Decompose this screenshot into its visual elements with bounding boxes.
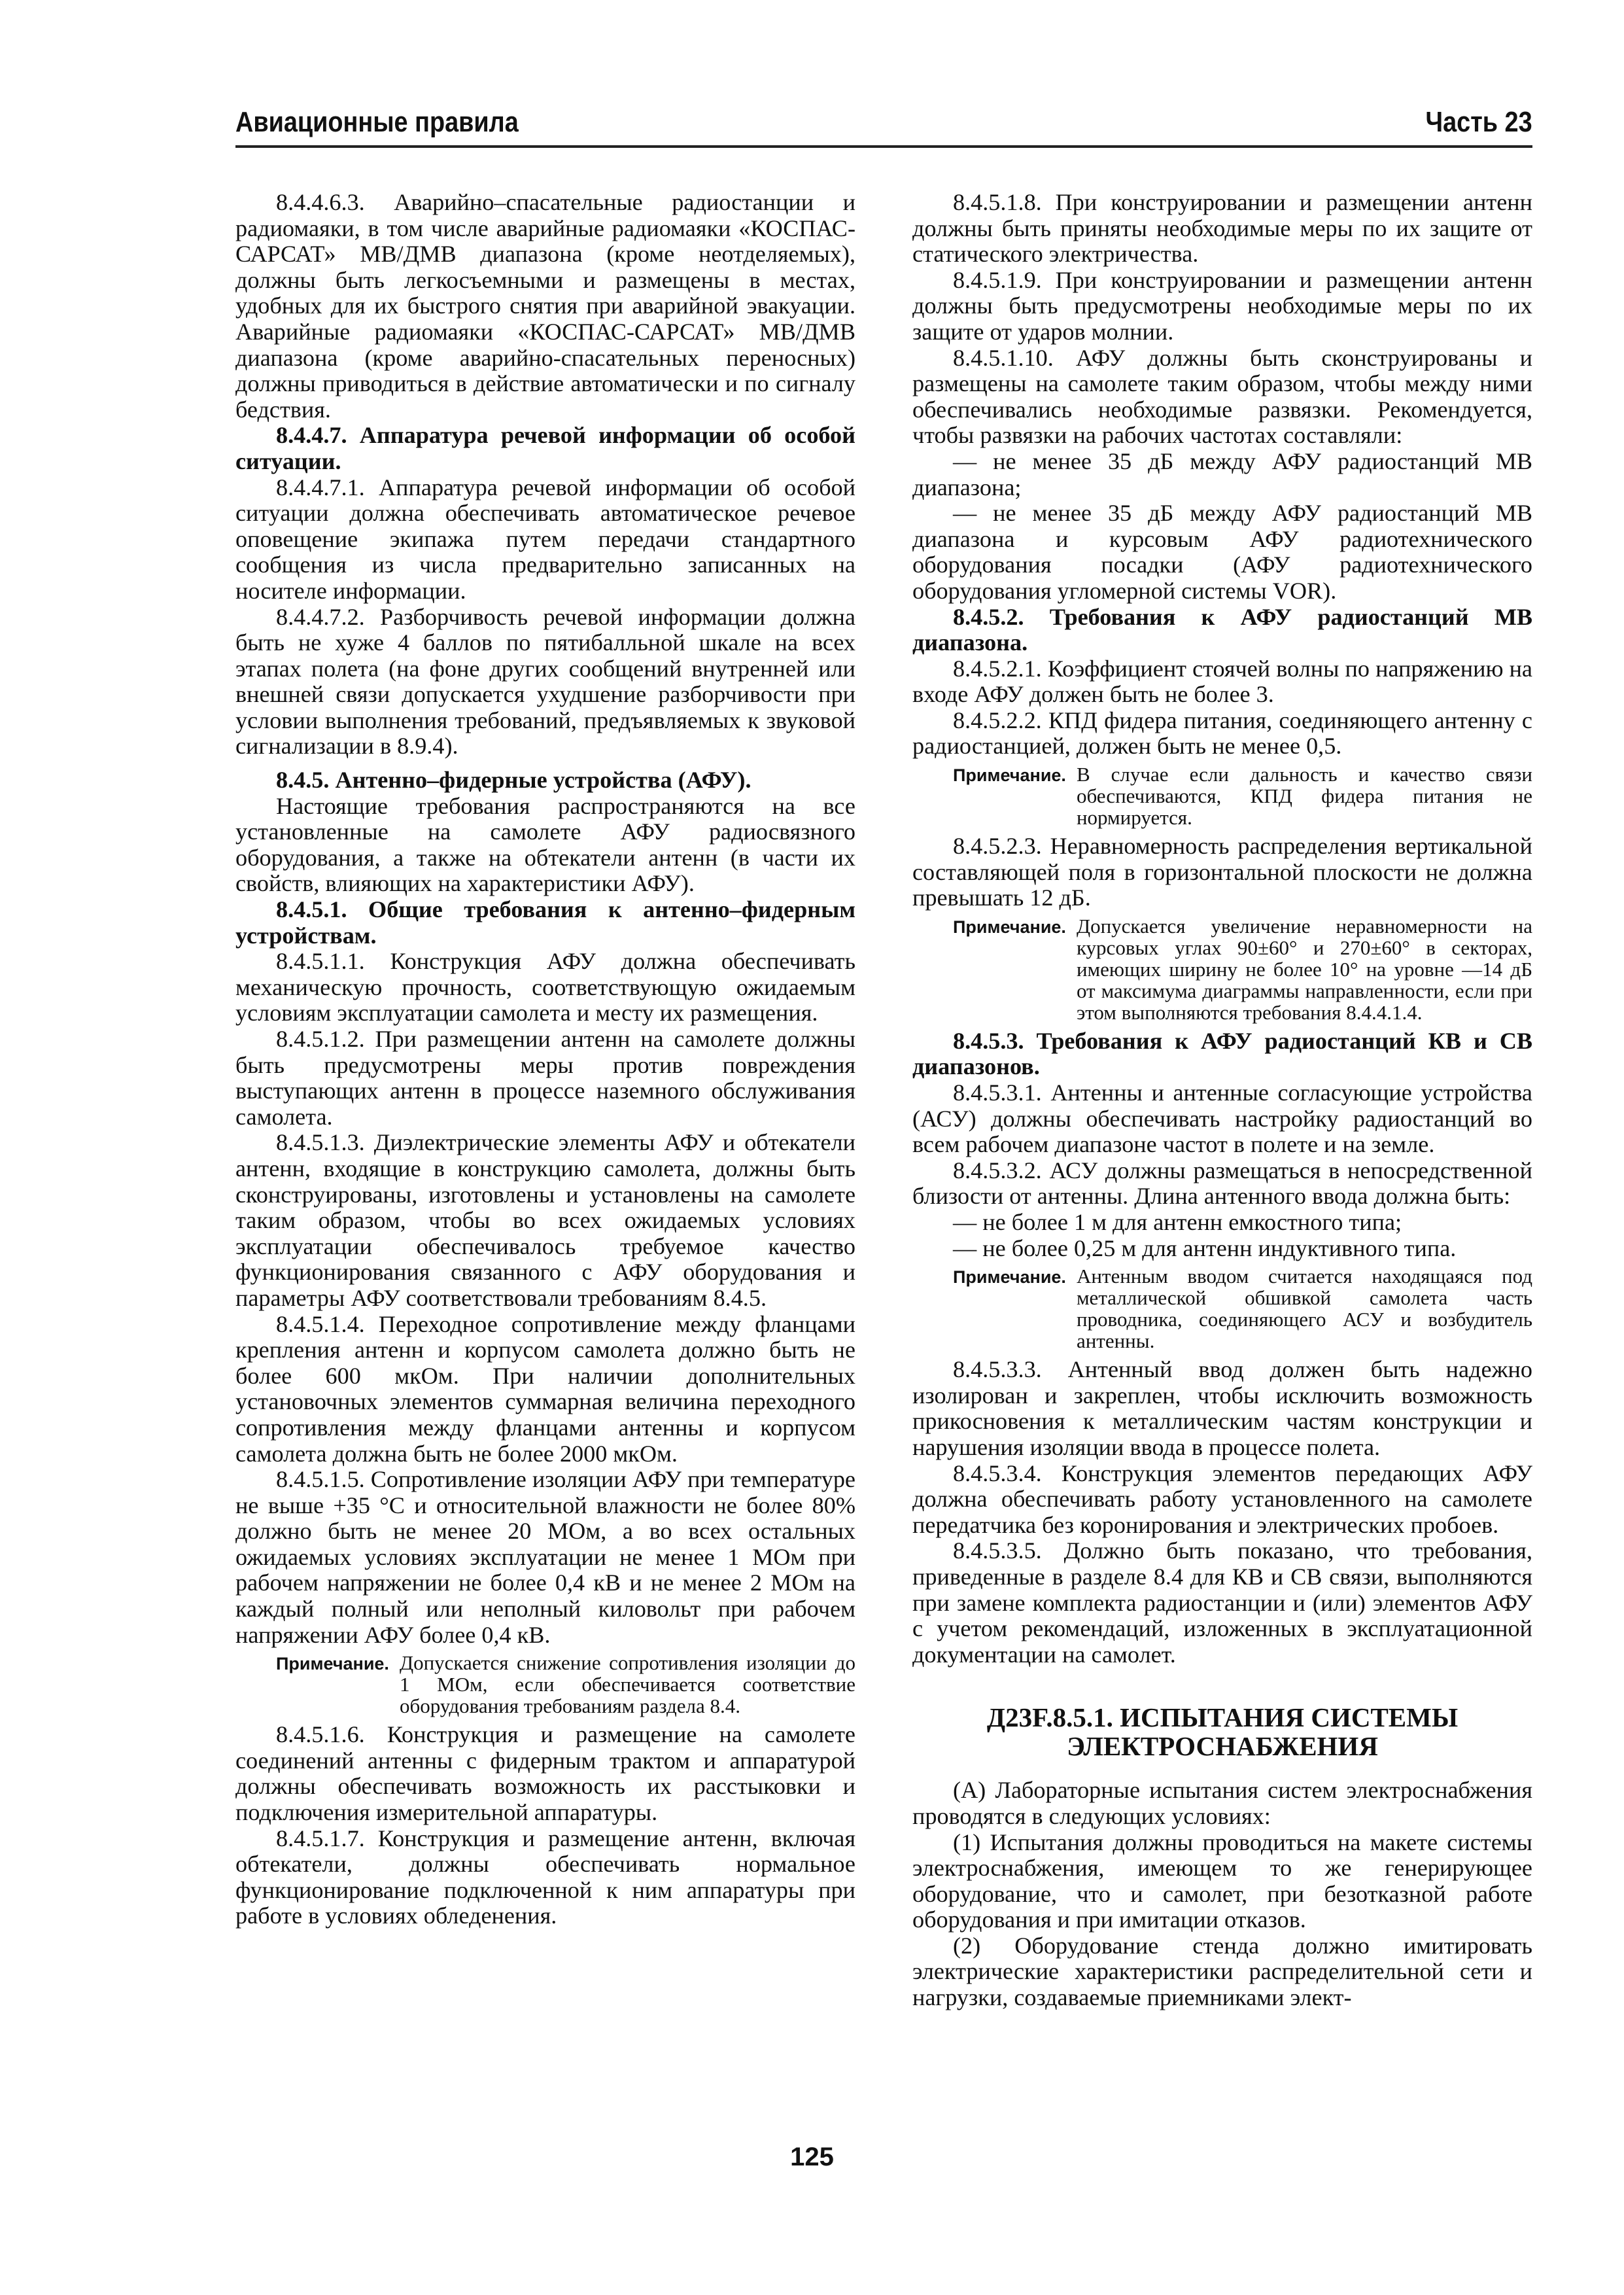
section-heading: 8.4.5.1. Общие требования к антенно–фидерным устройствам.	[235, 896, 855, 949]
paragraph: (1) Испытания должны проводиться на макете системы электроснабжения, имеющем то же генерирующее оборудование, что и самолет, при безотказной работе оборудования и при имитации отказов.	[912, 1829, 1532, 1933]
note	[953, 915, 1532, 1023]
note-text: Антенным вводом считается находящаяся под металлической обшивкой самолета часть проводника, соединяющего АСУ и возбудитель антенны.	[1076, 1265, 1532, 1353]
paragraph: 8.4.5.3.5. Должно быть показано, что требования, приведенные в разделе 8.4 для КВ и СВ связи, выполняются при замене комплекта радиостанции и (или) элементов АФУ с учетом рекомендаций, изложенных в эксплуатационной документации на самолет.	[912, 1537, 1532, 1668]
left-column	[235, 190, 855, 1929]
paragraph: 8.4.4.7.2. Разборчивость речевой информации должна быть не хуже 4 баллов по пятибалльной шкале на всех этапах полета (на фоне других сообщений внутренней или внешней связи допускается ухудшение разборчивости при условии выполнения требований, предъявляемых к звуковой сигнализации в 8.9.4).	[235, 603, 855, 760]
paragraph: 8.4.5.2.2. КПД фидера питания, соединяющего антенну с радиостанцией, должен быть не менее 0,5.	[912, 707, 1532, 760]
note-text: Допускается снижение сопротивления изоляции до 1 МОм, если обеспечивается соответствие оборудования требованиям раздела 8.4.	[399, 1651, 855, 1718]
note-text: В случае если дальность и качество связи обеспечиваются, КПД фидера питания не нормируется.	[1076, 763, 1532, 830]
paragraph: (А) Лабораторные испытания систем электроснабжения проводятся в следующих условиях:	[912, 1777, 1532, 1829]
paragraph: 8.4.5.1.3. Диэлектрические элементы АФУ и обтекатели антенн, входящие в конструкцию самолета, должны быть сконструированы, изготовлены и установлены на самолете таким образом, чтобы во всех ожидаемых условиях эксплуатации обеспечивалось требуемое качество функционирования связанного с АФУ оборудования и параметры АФУ соответствовали требованиям 8.4.5.	[235, 1129, 855, 1311]
paragraph: — не менее 35 дБ между АФУ радиостанций МВ диапазона и курсовым АФУ радиотехнического оборудования посадки (АФУ радиотехнического оборудования угломерной системы VOR).	[912, 500, 1532, 604]
note	[276, 1652, 855, 1717]
paragraph: 8.4.5.3.4. Конструкция элементов передающих АФУ должна обеспечивать работу установленного на самолете передатчика без коронирования и электрических пробоев.	[912, 1460, 1532, 1538]
paragraph: 8.4.5.1.5. Сопротивление изоляции АФУ при температуре не выше +35 °С и относительной влажности не более 80% должно быть не менее 20 МОм, а во всех остальных ожидаемых условиях эксплуатации не менее 1 МОм при рабочем напряжении не более 0,4 кВ и не менее 2 МОм на каждый полный или неполный киловольт при рабочем напряжении АФУ более 0,4 кВ.	[235, 1466, 855, 1648]
paragraph: Настоящие требования распространяются на все установленные на самолете АФУ радиосвязного оборудования, а также на обтекатели антенн (в части их свойств, влияющих на характеристики АФУ).	[235, 792, 855, 897]
paragraph: 8.4.5.1.10. АФУ должны быть сконструированы и размещены на самолете таким образом, чтобы между ними обеспечивались необходимые развязки. Рекомендуется, чтобы развязки на рабочих частотах составляли:	[912, 344, 1532, 449]
chapter-heading: Д23F.8.5.1. ИСПЫТАНИЯ СИСТЕМЫ ЭЛЕКТРОСНАБЖЕНИЯ	[986, 1702, 1459, 1762]
paragraph: — не более 0,25 м для антенн индуктивного типа.	[953, 1235, 1457, 1261]
section-heading: 8.4.5.3. Требования к АФУ радиостанций КВ и СВ диапазонов.	[912, 1027, 1532, 1080]
paragraph: — не более 1 м для антенн емкостного типа;	[953, 1209, 1402, 1235]
header-rule	[235, 145, 1532, 148]
paragraph: 8.4.4.6.3. Аварийно–спасательные радиостанции и радиомаяки, в том числе аварийные радиомаяки «КОСПАС-САРСАТ» МВ/ДМВ диапазона (кроме неотделяемых), должны быть легкосъемными и размещены в местах, удобных для их быстрого снятия при аварийной эвакуации. Аварийные радиомаяки «КОСПАС-САРСАТ» МВ/ДМВ диапазона (кроме аварийно-спасательных переносных) должны приводиться в действие автоматически и по сигналу бедствия.	[235, 189, 855, 423]
running-header-right: Часть 23	[1425, 106, 1532, 138]
paragraph: 8.4.5.2.3. Неравномерность распределения вертикальной составляющей поля в горизонтальной плоскости не должна превышать 12 дБ.	[912, 833, 1532, 911]
paragraph: 8.4.5.1.1. Конструкция АФУ должна обеспечивать механическую прочность, соответствующую ожидаемым условиям эксплуатации самолета и месту их размещения.	[235, 948, 855, 1026]
paragraph: 8.4.5.1.6. Конструкция и размещение на самолете соединений антенны с фидерным трактом и аппаратурой должны обеспечивать возможность их расстыковки и подключения измерительной аппаратуры.	[235, 1721, 855, 1826]
section-heading: 8.4.5.2. Требования к АФУ радиостанций МВ диапазона.	[912, 603, 1532, 656]
note	[953, 763, 1532, 828]
running-header-left: Авиационные правила	[235, 106, 519, 138]
paragraph: 8.4.5.1.8. При конструировании и размещении антенн должны быть приняты необходимые меры по их защите от статического электричества.	[912, 189, 1532, 268]
paragraph: 8.4.5.1.9. При конструировании и размещении антенн должны быть предусмотрены необходимые меры по их защите от ударов молнии.	[912, 266, 1532, 345]
note	[953, 1265, 1532, 1352]
note-label: Примечание.	[276, 1654, 389, 1674]
note-label: Примечание.	[953, 765, 1066, 786]
paragraph: 8.4.5.1.7. Конструкция и размещение антенн, включая обтекатели, должны обеспечивать нормальное функционирование подключенной к ним аппаратуры при работе в условиях обледенения.	[235, 1825, 855, 1929]
section-heading: 8.4.4.7. Аппаратура речевой информации об особой ситуации.	[235, 422, 855, 474]
note-text: Допускается увеличение неравномерности на курсовых углах 90±60° и 270±60° в секторах, имеющих ширину не более 10° на уровне —14 дБ от максимума диаграммы направленности, если при этом выполняются требования 8.4.4.1.4.	[1076, 914, 1532, 1024]
paragraph: (2) Оборудование стенда должно имитировать электрические характеристики распределительной сети и нагрузки, создаваемые приемниками элект-	[912, 1932, 1532, 2011]
page-number: 125	[790, 2143, 834, 2171]
paragraph: 8.4.5.3.1. Антенны и антенные согласующие устройства (АСУ) должны обеспечивать настройку радиостанций во всем рабочем диапазоне частот в полете и на земле.	[912, 1079, 1532, 1158]
paragraph: 8.4.5.3.2. АСУ должны размещаться в непосредственной близости от антенны. Длина антенного ввода должна быть:	[912, 1157, 1532, 1210]
section-heading: 8.4.5. Антенно–фидерные устройства (АФУ).	[276, 767, 752, 794]
note-label: Примечание.	[953, 1267, 1066, 1288]
note-label: Примечание.	[953, 917, 1066, 937]
paragraph: — не менее 35 дБ между АФУ радиостанций МВ диапазона;	[912, 447, 1532, 500]
paragraph: 8.4.5.3.3. Антенный ввод должен быть надежно изолирован и закреплен, чтобы исключить возможность прикосновения к металлическим частям конструкции и нарушения изоляции ввода в процессе полета.	[912, 1356, 1532, 1460]
paragraph: 8.4.5.2.1. Коэффициент стоячей волны по напряжению на входе АФУ должен быть не более 3.	[912, 655, 1532, 708]
paragraph: 8.4.5.1.4. Переходное сопротивление между фланцами крепления антенн и корпусом самолета должно быть не более 600 мкОм. При наличии дополнительных установочных элементов суммарная величина переходного сопротивления между фланцами антенны и корпусом самолета должна быть не более 2000 мкОм.	[235, 1310, 855, 1467]
paragraph: 8.4.4.7.1. Аппаратура речевой информации об особой ситуации должна обеспечивать автоматическое речевое оповещение экипажа путем передачи стандартного сообщения из числа предварительно записанных на носителе информации.	[235, 474, 855, 604]
paragraph: 8.4.5.1.2. При размещении антенн на самолете должны быть предусмотрены меры против повреждения выступающих антенн в процессе наземного обслуживания самолета.	[235, 1026, 855, 1130]
right-column	[912, 190, 1532, 2011]
